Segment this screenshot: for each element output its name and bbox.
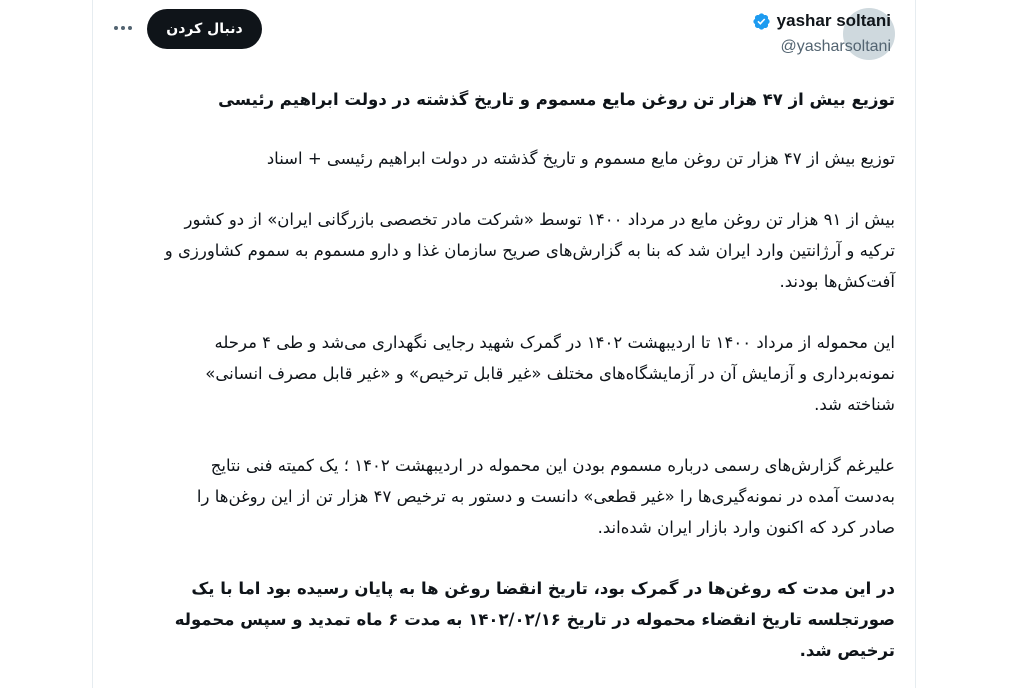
- more-options-icon[interactable]: [110, 17, 136, 39]
- column-divider-right: [915, 0, 916, 688]
- tweet-paragraph: بیش از ۹۱ هزار تن روغن مایع در مرداد ۱۴۰۰ توسط «شرکت مادر تخصصی بازرگانی ایران» از دو کشور ترکیه و آرژانتین وارد ایران شد که بنا به گزارش‌های صریح سازمان غذا و دارو مسموم به سموم کشاورزی و آفت‌کش‌ها بودند.: [164, 210, 895, 291]
- author-display-name[interactable]: yashar soltani: [776, 11, 891, 30]
- tweet-paragraph: توزیع بیش از ۴۷ هزار تن روغن مایع مسموم و تاریخ گذشته در دولت ابراهیم رئیسی + اسناد: [266, 149, 895, 168]
- tweet-paragraph: در این مدت که روغن‌ها در گمرک بود، تاریخ انقضا روغن ها به پایان رسیده بود اما با یک صورتجلسه تاریخ انقضاء محموله در تاریخ ۱۴۰۲/۰۲/۱۶ به مدت ۶ ماه تمدید و سپس محموله ترخیص شد.: [174, 579, 895, 660]
- tweet-paragraph: علیرغم گزارش‌های رسمی درباره مسموم بودن این محموله در اردیبهشت ۱۴۰۲ ؛ یک کمیته فنی نتایج به‌دست آمده در نمونه‌گیری‌ها را «غیر قطعی» دانست و دستور به ترخیص ۴۷ هزار تن از این روغن‌ها را صادر کرد که اکنون وارد بازار ایران شده‌اند.: [196, 456, 895, 537]
- verified-badge-icon: [752, 12, 771, 31]
- follow-button[interactable]: دنبال کردن: [147, 9, 262, 49]
- column-divider-left: [92, 0, 93, 688]
- author-handle[interactable]: @yasharsoltani: [780, 38, 891, 55]
- author-block: [752, 10, 891, 56]
- tweet-text: [160, 84, 895, 688]
- tweet-paragraph: این محموله از مرداد ۱۴۰۰ تا اردیبهشت ۱۴۰۲ در گمرک شهید رجایی نگهداری می‌شد و طی ۴ مرحله نمونه‌برداری و آزمایش آن در آزمایشگاه‌های مختلف «غیر قابل ترخیص» و «غیر قابل مصرف انسانی» شناخته شد.: [205, 333, 895, 414]
- tweet-paragraph: توزیع بیش از ۴۷ هزار تن روغن مایع مسموم و تاریخ گذشته در دولت ابراهیم رئیسی: [218, 90, 895, 109]
